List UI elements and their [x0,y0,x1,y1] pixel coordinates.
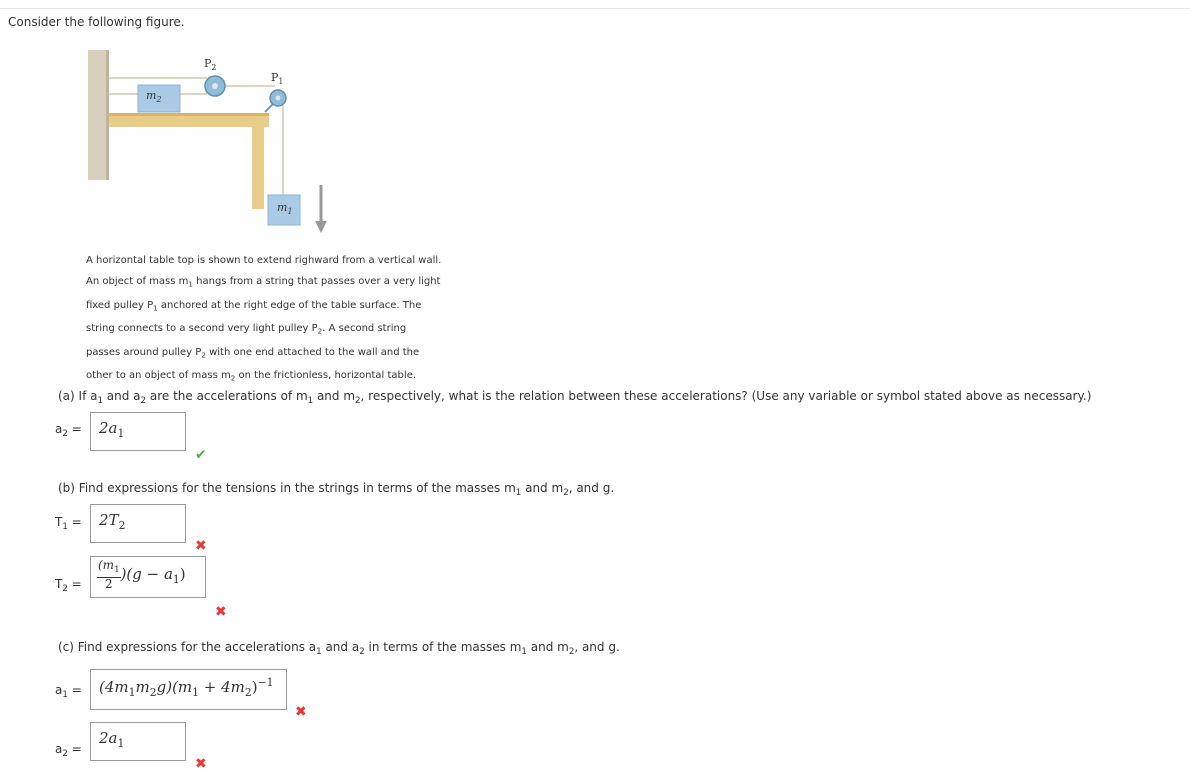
table-edge [109,113,269,116]
var-a2-label: $a_2$ = [55,422,82,440]
label-p1: $P_1$ [271,71,284,86]
wall-edge [106,50,109,180]
var-a2c-label: $a_2$ = [55,742,82,760]
cross-icon: ✖ [195,756,207,772]
label-p2: $P_2$ [204,57,217,72]
pulley-p2-hub [212,83,218,89]
pulley-p1-hub [276,96,281,101]
answer-a2c-input[interactable]: $2a_1$ [90,722,186,761]
var-t1-label: $T_1$ = [55,515,82,533]
cross-icon: ✖ [295,704,307,720]
desc-line-2: An object of mass $m_1$ hangs from a string that passes over a very light [86,276,441,289]
top-divider [0,8,1190,9]
check-icon: ✔ [195,447,207,463]
answer-t1-input[interactable]: $2T_2$ [90,504,186,543]
table-leg [252,127,264,209]
var-t2-label: $T_2$ = [55,577,82,595]
question-b: (b) Find expressions for the tensions in the strings in terms of the masses $m_1$ and $m_2$, and g. [58,481,615,499]
down-arrow-icon [315,221,327,233]
desc-line-5: passes around pulley $P_2$ with one end attached to the wall and the [86,346,420,360]
answer-a1-input[interactable]: $(4m_1m_2g)(m_1 + 4m_2)^{-1}$ [90,669,287,710]
var-a1-label: $a_1$ = [55,683,82,701]
intro-text: Consider the following figure. [8,15,185,29]
desc-line-6: other to an object of mass $m_2$ on the frictionless, horizontal table. [86,370,417,383]
desc-line-1: A horizontal table top is shown to extend righward from a vertical wall. [86,255,442,266]
figure-description [86,250,476,389]
cross-icon: ✖ [215,604,227,620]
table-top [109,115,269,127]
wall [88,50,108,180]
desc-line-4: string connects to a second very light pulley $P_2$. A second string [86,323,407,336]
figure-svg [80,45,360,245]
question-c: (c) Find expressions for the accelerations $a_1$ and $a_2$ in terms of the masses $m_1$ and $m_2$, and g. [58,640,620,658]
answer-a2-input[interactable]: $2a_1$ [90,412,186,451]
t2-fraction: $\frac{(m_1}{2}$ [98,558,120,592]
answer-t2-input[interactable]: $\frac{(m_1}{2}$ )$(g - a_1)$ [90,556,206,598]
desc-line-3: fixed pulley $P_1$ anchored at the right edge of the table surface. The [86,299,422,313]
label-m1: $m_1$ [277,201,293,216]
pulley-figure [80,45,360,245]
question-a: (a) If $a_1$ and $a_2$ are the accelerations of $m_1$ and $m_2$, respectively, what is the relation between these accelerations? (Use any variable or symbol stated above as necessary.) [58,389,1092,407]
label-m2: $m_2$ [146,89,162,104]
cross-icon: ✖ [195,538,207,554]
